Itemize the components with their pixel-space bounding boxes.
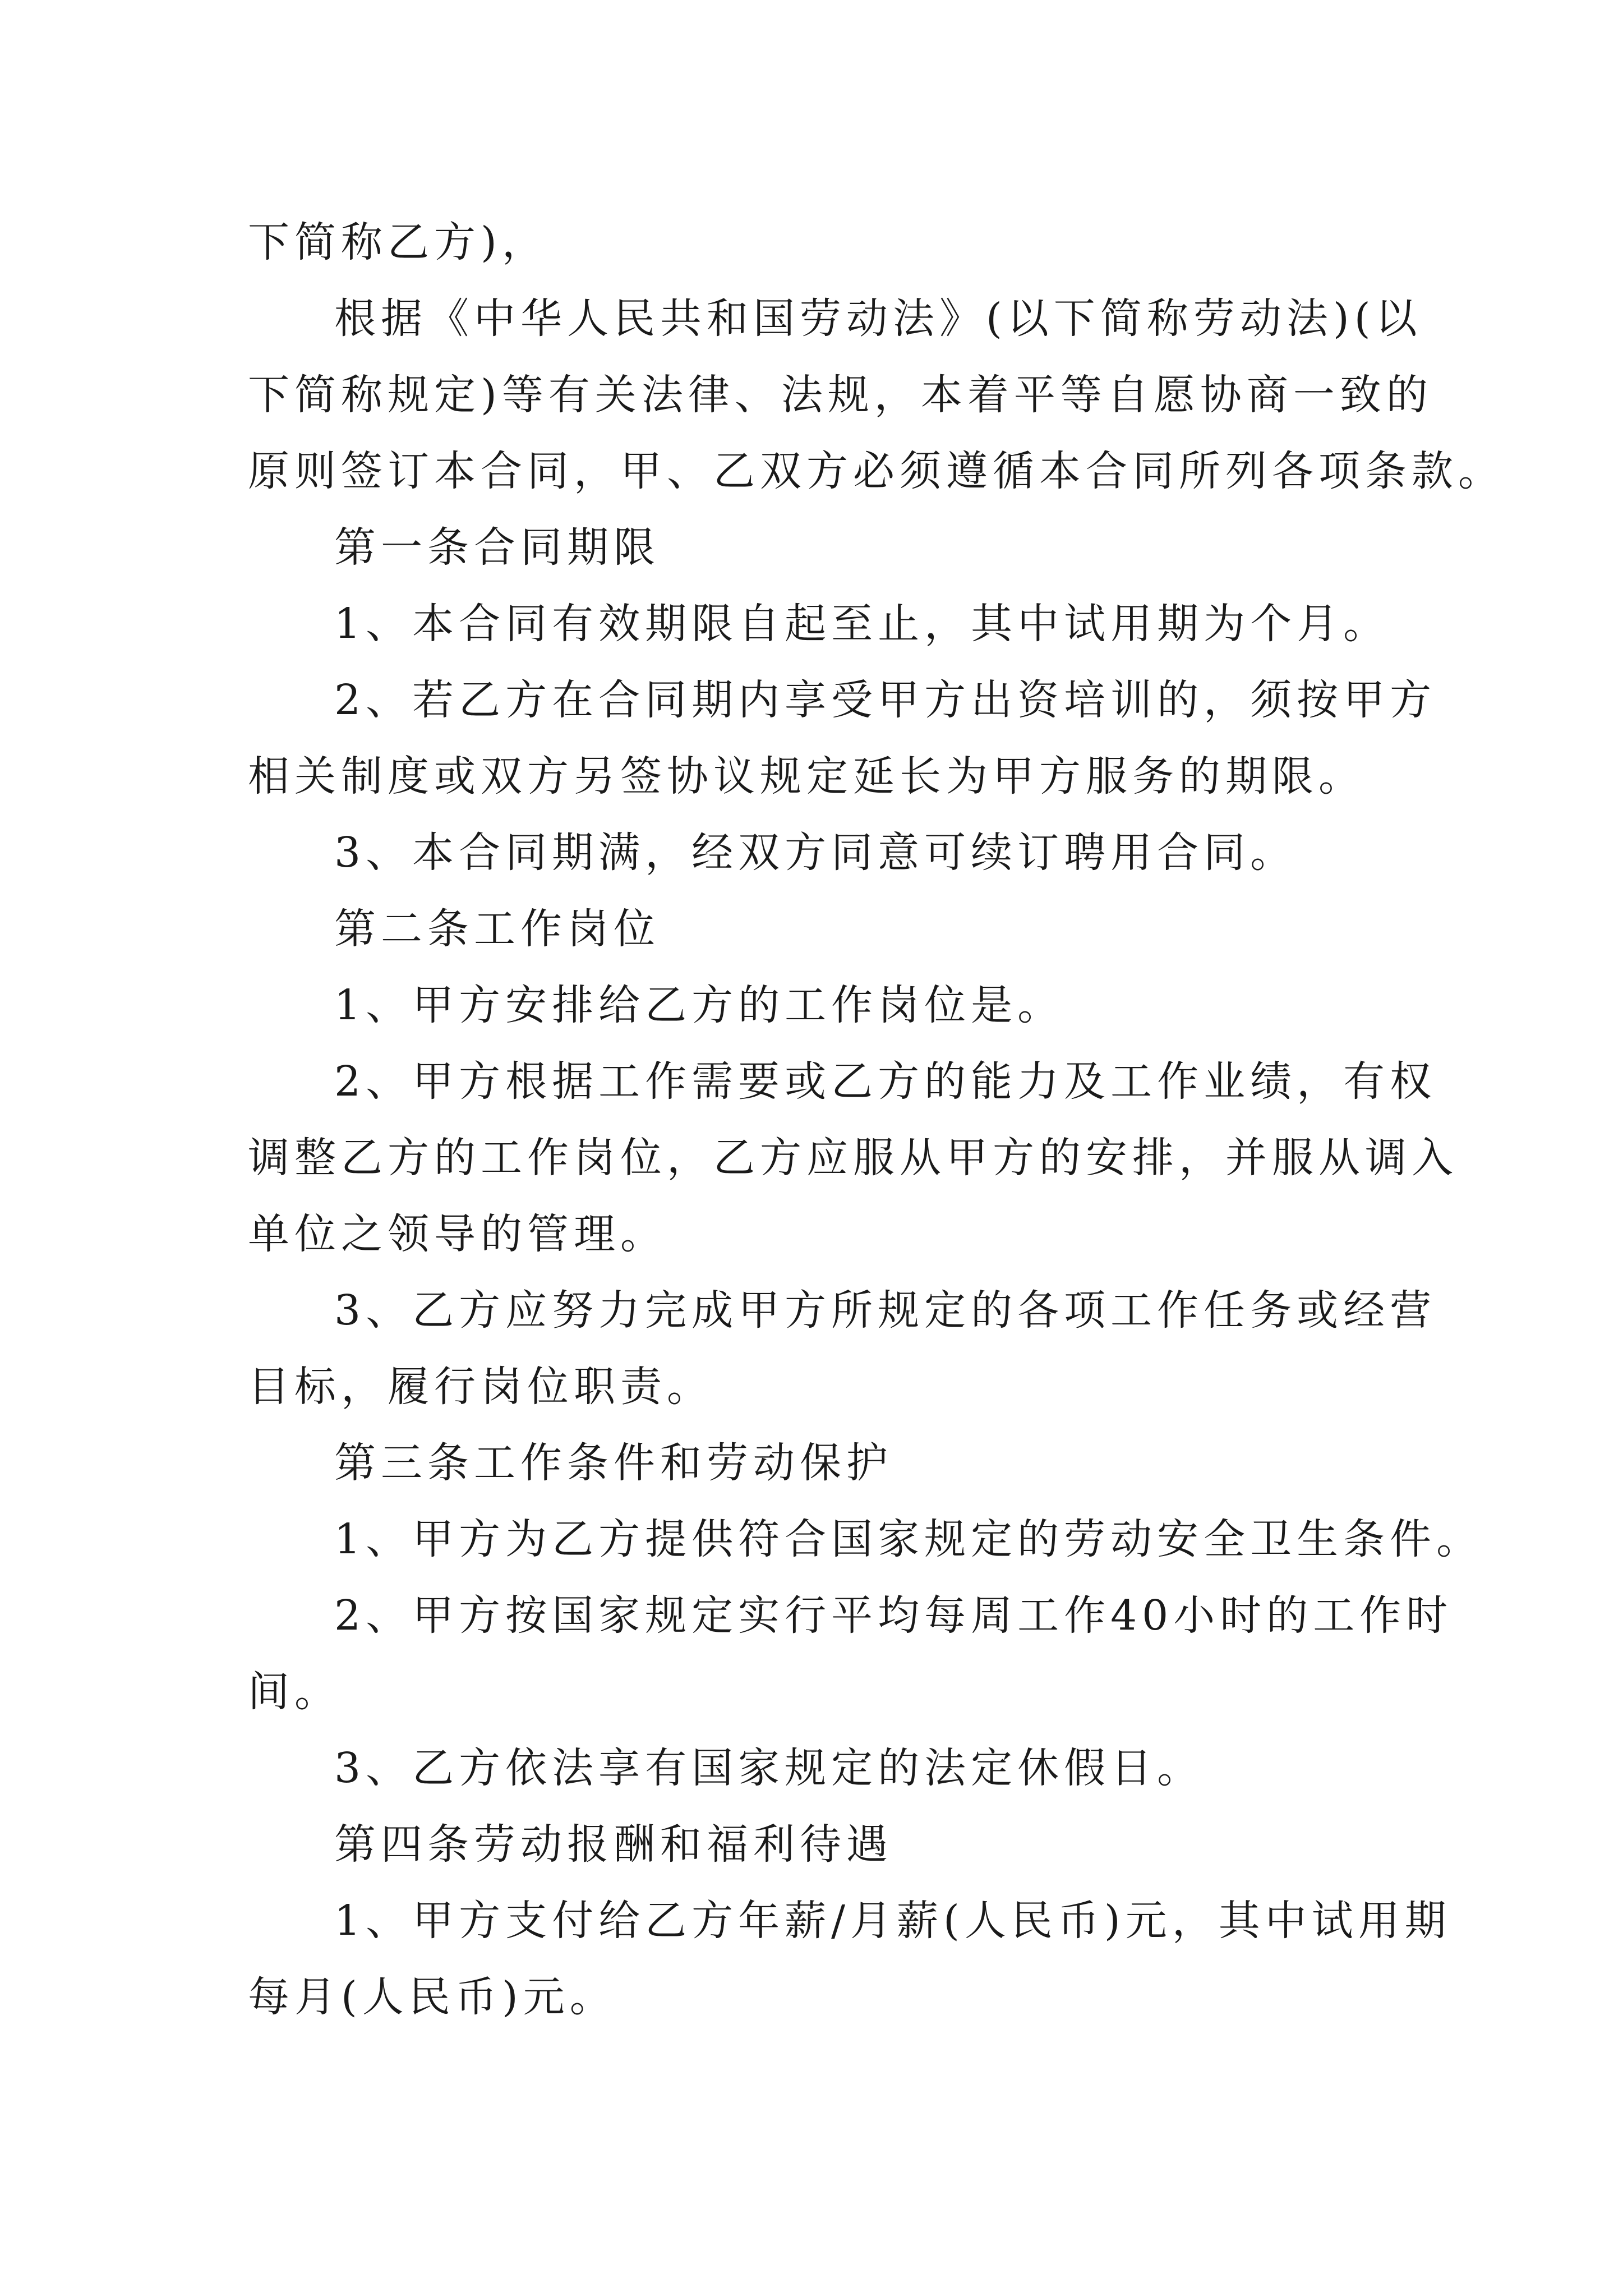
- text-line: 1、本合同有效期限自起至止，其中试用期为个月。: [334, 600, 1390, 648]
- text-line: 根据《中华人民共和国劳动法》(以下简称劳动法)(以: [334, 295, 1422, 343]
- text-line: 2、若乙方在合同期内享受甲方出资培训的，须按甲方: [334, 676, 1437, 724]
- text-line: 2、甲方根据工作需要或乙方的能力及工作业绩，有权: [334, 1057, 1437, 1106]
- text-line: 相关制度或双方另签协议规定延长为甲方服务的期限。: [248, 752, 1365, 800]
- text-line: 1、甲方安排给乙方的工作岗位是。: [334, 981, 1064, 1029]
- text-line: 1、甲方为乙方提供符合国家规定的劳动安全卫生条件。: [334, 1515, 1483, 1563]
- section-heading: 第二条工作岗位: [334, 905, 660, 953]
- text-line: 下简称规定)等有关法律、法规，本着平等自愿协商一致的: [248, 371, 1433, 419]
- text-line: 原则签订本合同，甲、乙双方必须遵循本合同所列各项条款。: [248, 447, 1505, 495]
- text-line: 1、甲方支付给乙方年薪/月薪(人民币)元，其中试用期: [334, 1897, 1451, 1945]
- text-line: 下简称乙方)，: [248, 218, 548, 266]
- text-line: 单位之领导的管理。: [248, 1210, 667, 1258]
- section-heading: 第四条劳动报酬和福利待遇: [334, 1820, 893, 1869]
- section-heading: 第三条工作条件和劳动保护: [334, 1439, 893, 1487]
- text-line: 间。: [248, 1668, 341, 1716]
- text-line: 3、乙方依法享有国家规定的法定休假日。: [334, 1744, 1204, 1792]
- text-line: 目标，履行岗位职责。: [248, 1363, 713, 1411]
- text-line: 2、甲方按国家规定实行平均每周工作40小时的工作时: [334, 1591, 1453, 1640]
- text-line: 每月(人民币)元。: [248, 1973, 616, 2021]
- section-heading: 第一条合同期限: [334, 523, 660, 572]
- text-line: 3、乙方应努力完成甲方所规定的各项工作任务或经营: [334, 1286, 1437, 1335]
- text-line: 3、本合同期满，经双方同意可续订聘用合同。: [334, 829, 1297, 877]
- text-line: 调整乙方的工作岗位，乙方应服从甲方的安排，并服从调入: [248, 1134, 1458, 1182]
